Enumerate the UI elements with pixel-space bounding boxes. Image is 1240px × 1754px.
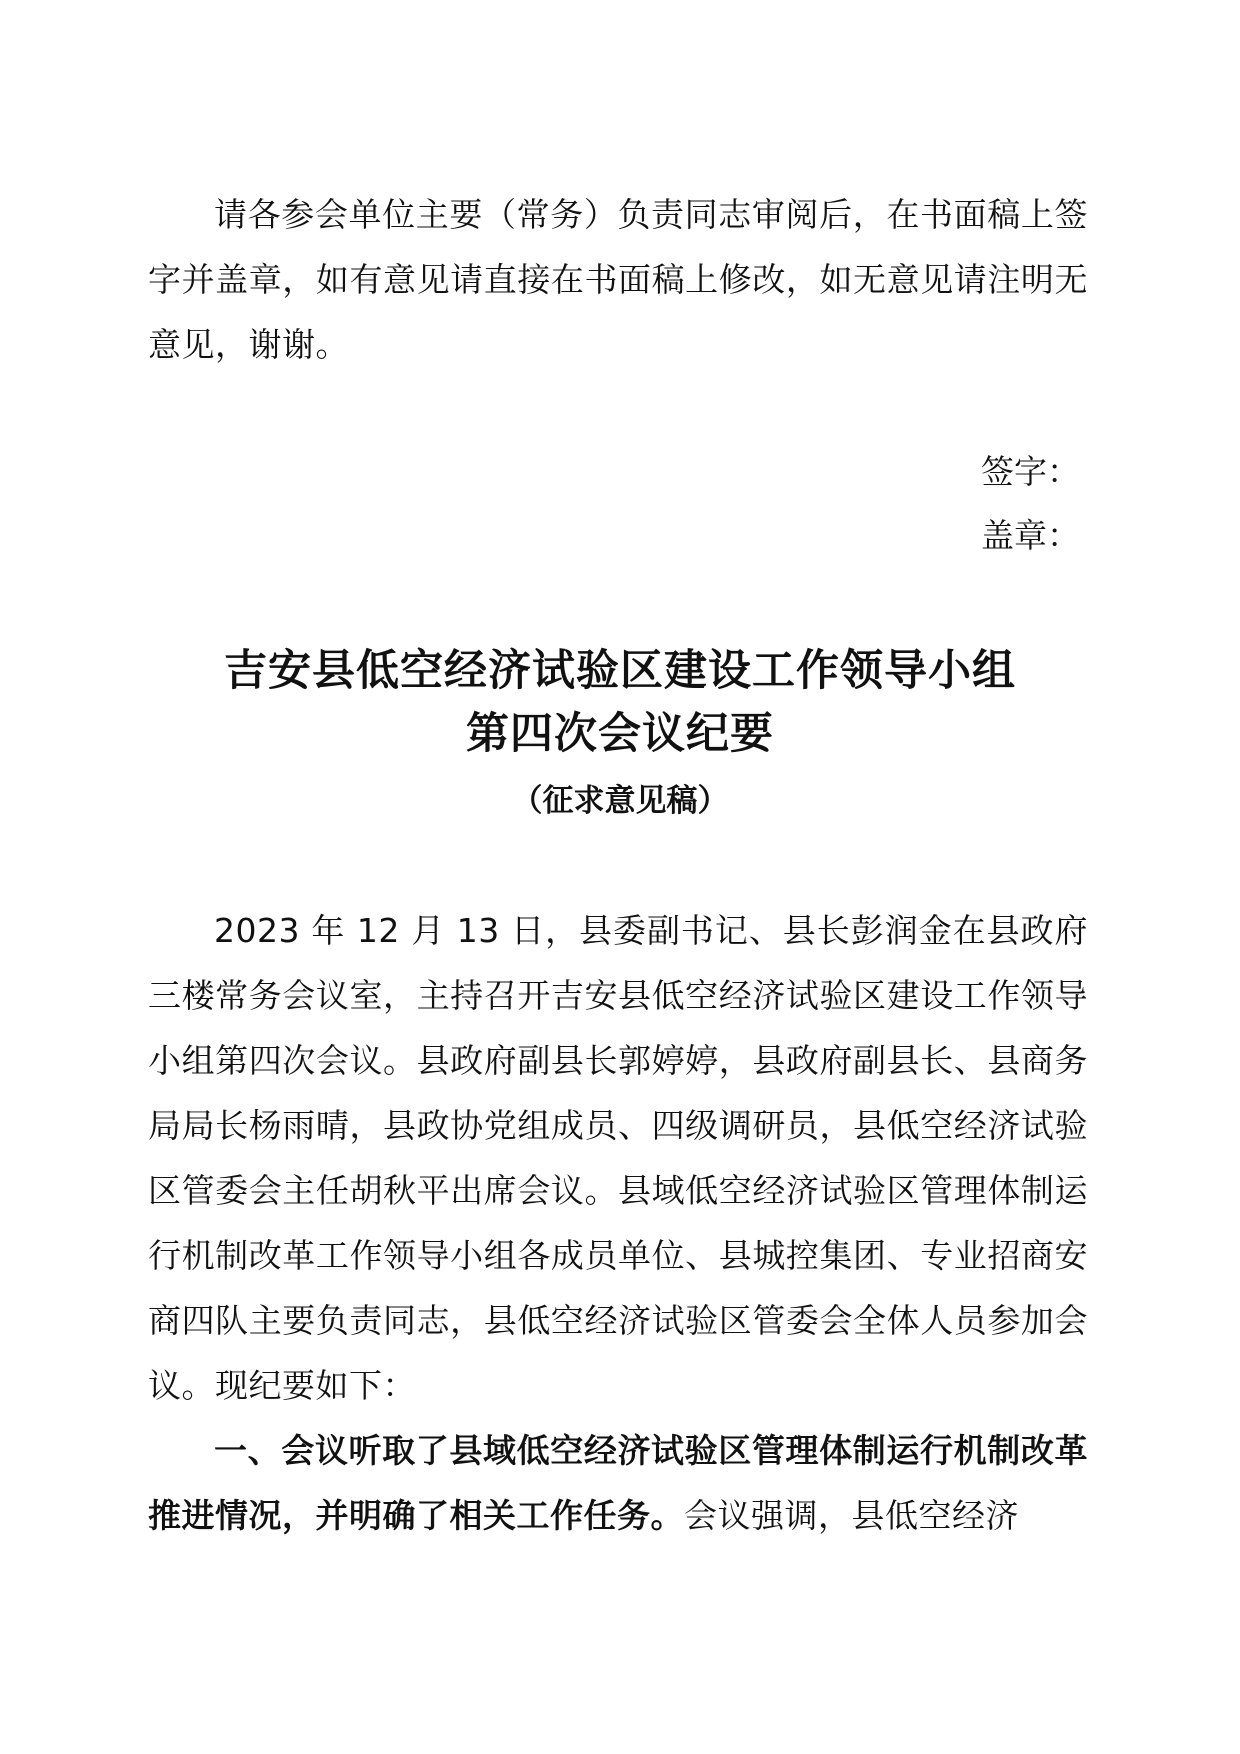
intro-paragraph: 请各参会单位主要（常务）负责同志审阅后，在书面稿上签字并盖章，如有意见请直接在书面稿上修改，如无意见请注明无意见，谢谢。	[148, 195, 1088, 364]
body-paragraph-1: 2023 年 12 月 13 日，县委副书记、县长彭润金在县政府三楼常务会议室，主持召开吉安县低空经济试验区建设工作领导小组第四次会议。县政府副县长郭婷婷，县政府副县长、县商务局局长杨雨晴，县政协党组成员、四级调研员，县低空经济试验区管委会主任胡秋平出席会议。县域低空经济试验区管理体制运行机制改革工作领导小组各成员单位、县城控集团、专业招商安商四队主要负责同志，县低空经济试验区管委会全体人员参加会议。现纪要如下：	[148, 911, 1088, 1405]
body-paragraph-2	[148, 1418, 1088, 1548]
document-title-line1: 吉安县低空经济试验区建设工作领导小组	[224, 646, 1016, 696]
document-title-line2: 第四次会议纪要	[466, 709, 774, 759]
signature-label: 签字：	[981, 452, 1080, 491]
paragraph-2-rest: 会议强调，县低空经济	[684, 1496, 1019, 1535]
paragraph-2-lead: 一、会议听取了县域低空经济试验区管理体制运行机制改革推进情况，并明确了相关工作任务。	[148, 1431, 1088, 1535]
seal-label: 盖章：	[981, 516, 1080, 555]
document-subtitle: （征求意见稿）	[511, 783, 729, 819]
